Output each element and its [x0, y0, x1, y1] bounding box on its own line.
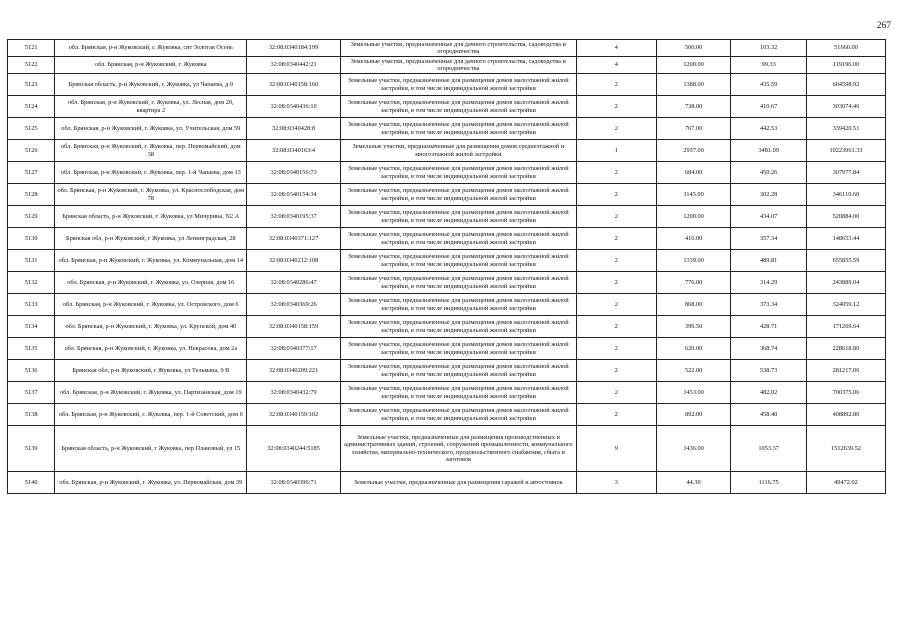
cadastral-value-cell: 1512639.52 [806, 426, 885, 472]
cadastral-number-cell: 32:08:0340163:4 [247, 140, 341, 162]
table-row [8, 360, 886, 382]
table-row [8, 250, 886, 272]
area-cell: 1436.00 [656, 426, 730, 472]
table-row [8, 184, 886, 206]
cadastral-value-cell: 243889.04 [806, 272, 885, 294]
address-cell: обл. Брянская, р-н Жуковский, г. Жуковка, снт Золотая Осень [55, 40, 247, 57]
specific-value-cell: 302.28 [731, 184, 807, 206]
row-number-cell: 5131 [8, 250, 55, 272]
row-number-cell: 5123 [8, 74, 55, 96]
specific-value-cell: 373.34 [731, 294, 807, 316]
row-number-cell: 5139 [8, 426, 55, 472]
group-cell: 2 [576, 272, 656, 294]
address-cell: обл. Брянская, р-н Жуковский, г. Жуковка, пер. 1-й Советский, дом 6 [55, 404, 247, 426]
cadastral-value-cell: 171269.64 [806, 316, 885, 338]
cadastral-number-cell: 32:08:0340212:108 [247, 250, 341, 272]
land-use-cell: Земельные участки, предназначенные для размещения производственных и административных зданий, строений, сооружений промышленности, коммунального хозяйства, материально-технического, продовольственного снабжения, сбыта и заготовок [340, 426, 576, 472]
land-use-cell: Земельные участки, предназначенные для размещения домов малоэтажной жилой застройки, в том числе индивидуальной жилой застройки [340, 360, 576, 382]
land-use-cell: Земельные участки, предназначенные для размещения домов малоэтажной жилой застройки, в том числе индивидуальной жилой застройки [340, 184, 576, 206]
address-cell: обл. Брянская, р-н Жуковский, г. Жуковка, ул. Крупской, дом 40 [55, 316, 247, 338]
group-cell: 2 [576, 228, 656, 250]
land-use-cell: Земельные участки, предназначенные для размещения домов малоэтажной жилой застройки, в том числе индивидуальной жилой застройки [340, 294, 576, 316]
table-row [8, 272, 886, 294]
table-row [8, 338, 886, 360]
group-cell: 4 [576, 40, 656, 57]
table-row [8, 162, 886, 184]
area-cell: 44.30 [656, 472, 730, 494]
row-number-cell: 5121 [8, 40, 55, 57]
land-use-cell: Земельные участки, предназначенные для размещения домов малоэтажной жилой застройки, в том числе индивидуальной жилой застройки [340, 250, 576, 272]
cadastral-value-cell: 324059.12 [806, 294, 885, 316]
row-number-cell: 5126 [8, 140, 55, 162]
cadastral-value-cell: 51660.00 [806, 40, 885, 57]
specific-value-cell: 434.07 [731, 206, 807, 228]
row-number-cell: 5130 [8, 228, 55, 250]
area-cell: 416.00 [656, 228, 730, 250]
area-cell: 1339.00 [656, 250, 730, 272]
specific-value-cell: 3481.09 [731, 140, 807, 162]
specific-value-cell: 458.40 [731, 404, 807, 426]
land-use-cell: Земельные участки, предназначенные для дачного строительства, садоводства и огородничества [340, 57, 576, 74]
address-cell: Брянская область, р-н Жуковский, г Жуковка, пер Плановый, ул 15 [55, 426, 247, 472]
cadastral-number-cell: 32:08:0340428:8 [247, 118, 341, 140]
group-cell: 4 [576, 57, 656, 74]
specific-value-cell: 538.73 [731, 360, 807, 382]
land-use-cell: Земельные участки, предназначенные для размещения домов малоэтажной жилой застройки, в том числе индивидуальной жилой застройки [340, 382, 576, 404]
land-use-cell: Земельные участки, предназначенные для размещения домов малоэтажной жилой застройки, в том числе индивидуальной жилой застройки [340, 338, 576, 360]
group-cell: 2 [576, 294, 656, 316]
address-cell: обл. Брянская, р-н Жуковский, г. Жуковка, ул. Некрасова, дом 2а [55, 338, 247, 360]
cadastral-number-cell: 32:08:0340371:127 [247, 228, 341, 250]
land-use-cell: Земельные участки, предназначенные для размещения домов малоэтажной жилой застройки, в том числе индивидуальной жилой застройки [340, 74, 576, 96]
row-number-cell: 5135 [8, 338, 55, 360]
group-cell: 2 [576, 184, 656, 206]
land-use-cell: Земельные участки, предназначенные для размещения домов среднеэтажной и многоэтажной жилой застройки [340, 140, 576, 162]
cadastral-number-cell: 32:08:0340209:221 [247, 360, 341, 382]
row-number-cell: 5134 [8, 316, 55, 338]
cadastral-number-cell: 32:08:0340158:159 [247, 316, 341, 338]
land-use-cell: Земельные участки, предназначенные для размещения домов малоэтажной жилой застройки, в том числе индивидуальной жилой застройки [340, 228, 576, 250]
cadastral-value-cell: 339420.51 [806, 118, 885, 140]
area-cell: 500.00 [656, 40, 730, 57]
address-cell: обл. Брянская, р-н Жуковский, г. Жуковка, ул. Озерная, дом 16 [55, 272, 247, 294]
cadastral-number-cell: 32:08:0340286:47 [247, 272, 341, 294]
row-number-cell: 5132 [8, 272, 55, 294]
group-cell: 2 [576, 338, 656, 360]
address-cell: Брянская область, р-н Жуковский, г. Жуковка, ул Чапаева, д 9 [55, 74, 247, 96]
address-cell: Брянская обл, р-н Жуковский, г Жуковка, ул Тельмана, 9 В [55, 360, 247, 382]
cadastral-value-cell: 281217.06 [806, 360, 885, 382]
table-row [8, 57, 886, 74]
specific-value-cell: 99.33 [731, 57, 807, 74]
cadastral-number-cell: 32:08:0340156:73 [247, 162, 341, 184]
address-cell: обл. Брянская, р-н Жуковский, г. Жуковка, ул. Краснослободская, дом 78 [55, 184, 247, 206]
table-row [8, 96, 886, 118]
area-cell: 1453.00 [656, 382, 730, 404]
area-cell: 892.00 [656, 404, 730, 426]
specific-value-cell: 357.34 [731, 228, 807, 250]
cadastral-number-cell: 32:08:0340159:102 [247, 404, 341, 426]
row-number-cell: 5125 [8, 118, 55, 140]
address-cell: Брянская область, р-н Жуковский, г. Жуковка, ул Мичурина, N2 А [55, 206, 247, 228]
specific-value-cell: 489.81 [731, 250, 807, 272]
address-cell: обл. Брянская, р-н Жуковский, г. Жуковка, ул. Островского, дом 6 [55, 294, 247, 316]
cadastral-number-cell: 32:08:0340432:79 [247, 382, 341, 404]
row-number-cell: 5124 [8, 96, 55, 118]
area-cell: 2937.00 [656, 140, 730, 162]
row-number-cell: 5127 [8, 162, 55, 184]
group-cell: 9 [576, 426, 656, 472]
cadastral-value-cell: 119196.00 [806, 57, 885, 74]
cadastral-number-cell: 32:08:0340195:37 [247, 206, 341, 228]
table-row [8, 206, 886, 228]
area-cell: 684.00 [656, 162, 730, 184]
table-row [8, 382, 886, 404]
land-use-cell: Земельные участки, предназначенные для размещения домов малоэтажной жилой застройки, в том числе индивидуальной жилой застройки [340, 272, 576, 294]
group-cell: 2 [576, 96, 656, 118]
group-cell: 2 [576, 404, 656, 426]
group-cell: 2 [576, 118, 656, 140]
specific-value-cell: 1116.75 [731, 472, 807, 494]
area-cell: 1145.00 [656, 184, 730, 206]
group-cell: 2 [576, 360, 656, 382]
row-number-cell: 5137 [8, 382, 55, 404]
area-cell: 868.00 [656, 294, 730, 316]
specific-value-cell: 450.26 [731, 162, 807, 184]
address-cell: обл. Брянская, р-н Жуковский, г. Жуковка, пер. 1-й Чапаева, дом 13 [55, 162, 247, 184]
cadastral-value-cell: 303074.46 [806, 96, 885, 118]
group-cell: 2 [576, 206, 656, 228]
table-row [8, 118, 886, 140]
area-cell: 1388.00 [656, 74, 730, 96]
row-number-cell: 5129 [8, 206, 55, 228]
cadastral-value-cell: 228618.80 [806, 338, 885, 360]
table-row [8, 74, 886, 96]
address-cell: обл. Брянская, р-н Жуковский, г. Жуковка, ул. Коммунальная, дом 14 [55, 250, 247, 272]
land-use-cell: Земельные участки, предназначенные для размещения домов малоэтажной жилой застройки, в том числе индивидуальной жилой застройки [340, 118, 576, 140]
specific-value-cell: 435.59 [731, 74, 807, 96]
land-use-cell: Земельные участки, предназначенные для дачного строительства, садоводства и огородничества [340, 40, 576, 57]
cadastral-number-cell: 32:08:0340377:17 [247, 338, 341, 360]
specific-value-cell: 410.67 [731, 96, 807, 118]
area-cell: 1200.00 [656, 57, 730, 74]
address-cell: обл. Брянская, р-н Жуковский, г. Жуковка [55, 57, 247, 74]
land-use-cell: Земельные участки, предназначенные для размещения домов малоэтажной жилой застройки, в том числе индивидуальной жилой застройки [340, 206, 576, 228]
page-number: 267 [876, 21, 891, 31]
cadastral-value-cell: 148653.44 [806, 228, 885, 250]
table-row [8, 140, 886, 162]
cadastral-number-cell: 32:08:0340244:5185 [247, 426, 341, 472]
row-number-cell: 5133 [8, 294, 55, 316]
group-cell: 1 [576, 140, 656, 162]
cadastral-value-table [7, 39, 886, 494]
cadastral-value-cell: 49472.02 [806, 472, 885, 494]
table-row [8, 472, 886, 494]
table-row [8, 404, 886, 426]
table-row [8, 40, 886, 57]
group-cell: 2 [576, 74, 656, 96]
table-body [8, 40, 886, 494]
cadastral-number-cell: 32:08:0340436:10 [247, 96, 341, 118]
group-cell: 2 [576, 382, 656, 404]
area-cell: 767.00 [656, 118, 730, 140]
land-use-cell: Земельные участки, предназначенные для размещения домов малоэтажной жилой застройки, в том числе индивидуальной жилой застройки [340, 404, 576, 426]
cadastral-value-cell: 307977.84 [806, 162, 885, 184]
cadastral-value-cell: 520884.00 [806, 206, 885, 228]
specific-value-cell: 314.29 [731, 272, 807, 294]
table-row [8, 294, 886, 316]
specific-value-cell: 428.71 [731, 316, 807, 338]
land-use-cell: Земельные участки, предназначенные для размещения домов малоэтажной жилой застройки, в том числе индивидуальной жилой застройки [340, 162, 576, 184]
group-cell: 3 [576, 472, 656, 494]
cadastral-number-cell: 32:08:0340442:21 [247, 57, 341, 74]
land-use-cell: Земельные участки, предназначенные для размещения гаражей и автостоянок [340, 472, 576, 494]
table-row [8, 426, 886, 472]
group-cell: 2 [576, 162, 656, 184]
cadastral-value-cell: 604598.92 [806, 74, 885, 96]
group-cell: 2 [576, 316, 656, 338]
address-cell: Брянская обл, р-н Жуковский, г Жуковка, ул Ленинградская, 28 [55, 228, 247, 250]
cadastral-number-cell: 32:08:0340158:160 [247, 74, 341, 96]
cadastral-value-cell: 408892.80 [806, 404, 885, 426]
row-number-cell: 5136 [8, 360, 55, 382]
specific-value-cell: 1053.37 [731, 426, 807, 472]
area-cell: 776.00 [656, 272, 730, 294]
address-cell: обл. Брянская, р-н Жуковский, г. Жуковка, ул. Лесная, дом 20, квартира 2 [55, 96, 247, 118]
cadastral-number-cell: 32:08:0340369:26 [247, 294, 341, 316]
row-number-cell: 5140 [8, 472, 55, 494]
land-use-cell: Земельные участки, предназначенные для размещения домов малоэтажной жилой застройки, в том числе индивидуальной жилой застройки [340, 316, 576, 338]
specific-value-cell: 368.74 [731, 338, 807, 360]
specific-value-cell: 442.53 [731, 118, 807, 140]
table-row [8, 316, 886, 338]
cadastral-number-cell: 32:08:0340396:71 [247, 472, 341, 494]
row-number-cell: 5138 [8, 404, 55, 426]
cadastral-number-cell: 32:08:0340184:199 [247, 40, 341, 57]
area-cell: 738.00 [656, 96, 730, 118]
area-cell: 620.00 [656, 338, 730, 360]
cadastral-value-cell: 700375.06 [806, 382, 885, 404]
address-cell: обл. Брянская, р-н Жуковский, г. Жуковка, пер. Первомайский, дом 38 [55, 140, 247, 162]
address-cell: обл. Брянская, р-н Жуковский, г. Жуковка, ул. Учительская, дом 59 [55, 118, 247, 140]
area-cell: 1200.00 [656, 206, 730, 228]
cadastral-value-cell: 655855.59 [806, 250, 885, 272]
cadastral-value-cell: 346110.60 [806, 184, 885, 206]
specific-value-cell: 103.32 [731, 40, 807, 57]
area-cell: 522.00 [656, 360, 730, 382]
address-cell: обл. Брянская, р-н Жуковский, г. Жуковка, ул. Первомайская, дом 39 [55, 472, 247, 494]
table-row [8, 228, 886, 250]
cadastral-value-cell: 10223961.33 [806, 140, 885, 162]
row-number-cell: 5122 [8, 57, 55, 74]
group-cell: 2 [576, 250, 656, 272]
area-cell: 399.50 [656, 316, 730, 338]
cadastral-number-cell: 32:08:0340154:34 [247, 184, 341, 206]
specific-value-cell: 482.02 [731, 382, 807, 404]
row-number-cell: 5128 [8, 184, 55, 206]
address-cell: обл. Брянская, р-н Жуковский, г. Жуковка, ул. Партизанская, дом 19 [55, 382, 247, 404]
land-use-cell: Земельные участки, предназначенные для размещения домов малоэтажной жилой застройки, в том числе индивидуальной жилой застройки [340, 96, 576, 118]
